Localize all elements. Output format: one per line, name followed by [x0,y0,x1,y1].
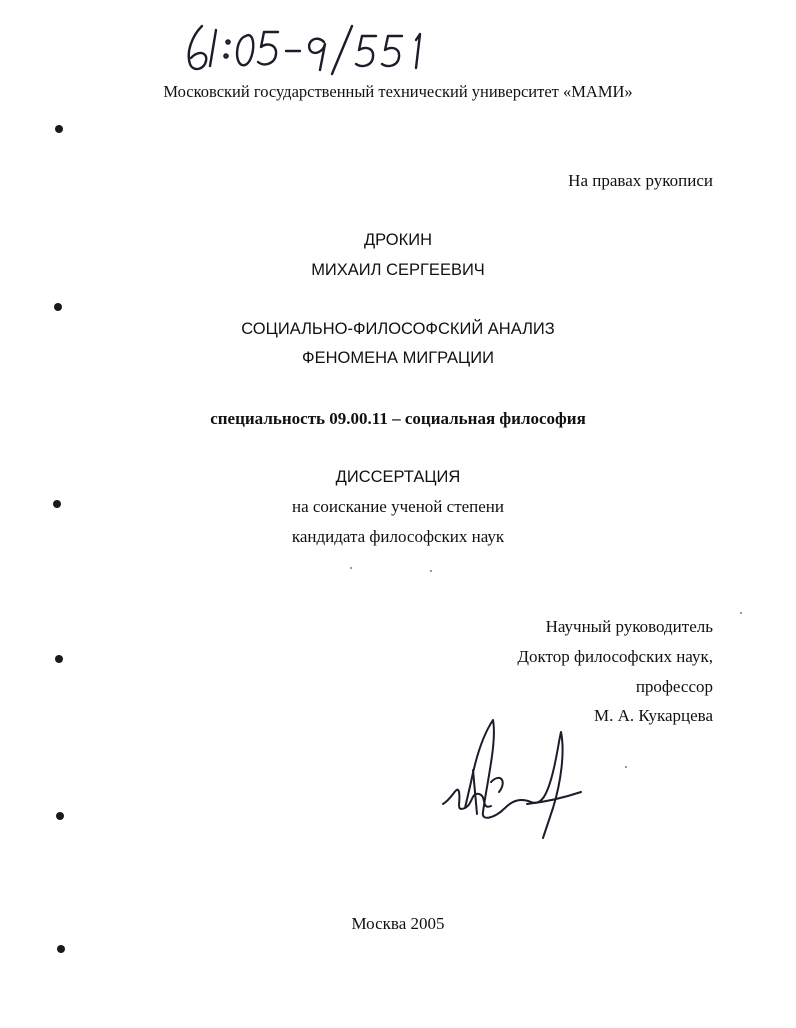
binding-hole [55,125,63,133]
work-type-heading: ДИССЕРТАЦИЯ [335,468,461,486]
university-name: Московский государственный технический университет «МАМИ» [163,82,633,101]
dissertation-title-line2: ФЕНОМЕНА МИГРАЦИИ [302,349,494,367]
supervisor-rank: профессор [635,677,713,696]
author-first-middle-name: МИХАИЛ СЕРГЕЕВИЧ [311,261,485,279]
binding-hole [56,812,64,820]
dissertation-title-line1: СОЦИАЛЬНО-ФИЛОСОФСКИЙ АНАЛИЗ [241,320,555,338]
binding-hole [57,945,65,953]
handwritten-archive-code [180,18,440,78]
specialty-line: специальность 09.00.11 – социальная философия [210,409,586,428]
scan-speck [430,570,432,572]
binding-hole [55,655,63,663]
binding-hole [54,303,62,311]
work-type-line2: кандидата философских наук [291,527,505,546]
manuscript-note: На правах рукописи [568,171,713,190]
supervisor-name: М. А. Кукарцева [594,706,713,725]
place-and-year: Москва 2005 [351,914,445,933]
work-type-line1: на соискание ученой степени [291,497,505,516]
scan-speck [350,567,352,569]
supervisor-role: Научный руководитель [545,617,713,636]
scan-speck [740,612,742,614]
scan-speck [625,766,627,768]
author-last-name: ДРОКИН [363,231,433,249]
handwritten-signature [435,712,585,842]
supervisor-degree: Доктор философских наук, [517,647,713,666]
